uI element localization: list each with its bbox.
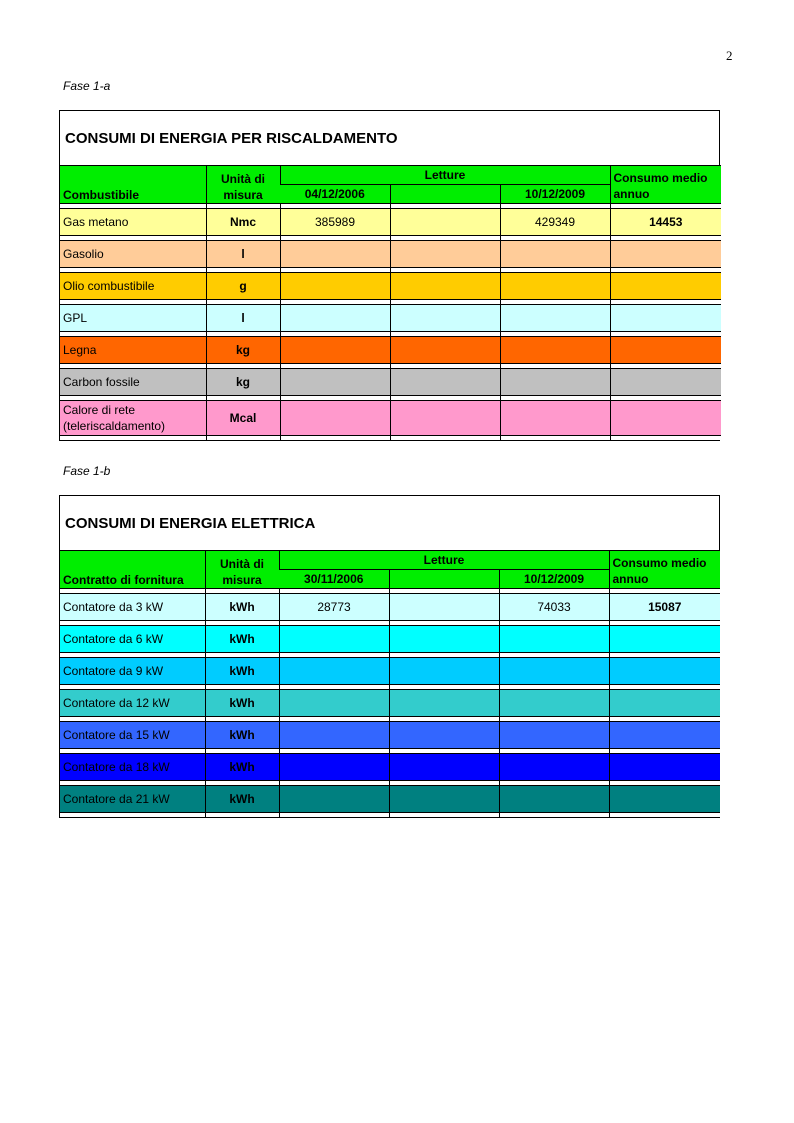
row-unit: kWh: [205, 722, 279, 749]
header-letture: Letture: [280, 166, 610, 185]
table-row: [60, 754, 720, 781]
spacer-cell: [500, 436, 610, 441]
annual-consumption: [609, 786, 720, 813]
annual-consumption: 15087: [609, 594, 720, 621]
row-label: GPL: [60, 305, 206, 332]
reading-mid: [390, 273, 500, 300]
annual-consumption: [609, 722, 720, 749]
reading-start: 385989: [280, 209, 390, 236]
electric-table-title: CONSUMI DI ENERGIA ELETTRICA: [65, 514, 316, 532]
header-date-start: 30/11/2006: [279, 570, 389, 589]
row-spacer: [60, 436, 721, 441]
fase-1a-label: Fase 1-a: [63, 79, 111, 93]
row-unit: kWh: [205, 690, 279, 717]
reading-start: [280, 305, 390, 332]
row-unit: kg: [206, 337, 280, 364]
spacer-cell: [206, 436, 280, 441]
row-unit: l: [206, 241, 280, 268]
reading-end: [499, 786, 609, 813]
reading-mid: [390, 305, 500, 332]
reading-start: [279, 658, 389, 685]
reading-mid: [389, 754, 499, 781]
annual-consumption: [610, 273, 721, 300]
reading-end: [500, 241, 610, 268]
row-label: Contatore da 12 kW: [60, 690, 205, 717]
header-date-mid: [390, 185, 500, 204]
reading-end: [500, 369, 610, 396]
header-consumo: Consumo medio annuo: [610, 166, 721, 204]
row-unit: Mcal: [206, 401, 280, 436]
reading-start: [280, 241, 390, 268]
reading-mid: [390, 337, 500, 364]
spacer-cell: [610, 436, 721, 441]
heating-grid: [60, 165, 721, 440]
row-unit: l: [206, 305, 280, 332]
reading-start: [279, 722, 389, 749]
reading-start: [280, 337, 390, 364]
row-label: Contatore da 18 kW: [60, 754, 205, 781]
header-row: [60, 166, 721, 185]
table-row: [60, 241, 721, 268]
reading-start: [279, 786, 389, 813]
header-date-mid: [389, 570, 499, 589]
annual-consumption: [609, 626, 720, 653]
reading-start: [279, 690, 389, 717]
spacer-cell: [499, 813, 609, 818]
reading-start: [280, 401, 390, 436]
reading-mid: [389, 786, 499, 813]
reading-end: [499, 626, 609, 653]
row-label: Legna: [60, 337, 206, 364]
row-unit: g: [206, 273, 280, 300]
row-spacer: [60, 813, 720, 818]
heating-rows: [60, 204, 721, 441]
header-date-end: 10/12/2009: [499, 570, 609, 589]
annual-consumption: [610, 305, 721, 332]
row-label: Olio combustibile: [60, 273, 206, 300]
spacer-cell: [60, 436, 206, 441]
reading-end: [499, 754, 609, 781]
electric-rows: [60, 589, 720, 818]
reading-end: 429349: [500, 209, 610, 236]
reading-start: [280, 369, 390, 396]
table-row: [60, 209, 721, 236]
row-label: Gas metano: [60, 209, 206, 236]
reading-end: [500, 401, 610, 436]
header-letture: Letture: [279, 551, 609, 570]
header-date-end: 10/12/2009: [500, 185, 610, 204]
reading-end: [500, 337, 610, 364]
row-unit: kWh: [205, 594, 279, 621]
reading-start: [280, 273, 390, 300]
annual-consumption: [609, 690, 720, 717]
row-label: Contatore da 3 kW: [60, 594, 205, 621]
annual-consumption: [610, 241, 721, 268]
row-label: Contatore da 9 kW: [60, 658, 205, 685]
reading-mid: [389, 658, 499, 685]
heating-table-title: CONSUMI DI ENERGIA PER RISCALDAMENTO: [65, 129, 398, 147]
header-unit: Unità di misura: [205, 551, 279, 589]
reading-end: 74033: [499, 594, 609, 621]
row-unit: Nmc: [206, 209, 280, 236]
reading-start: [279, 754, 389, 781]
reading-end: [499, 722, 609, 749]
table-row: [60, 786, 720, 813]
header-date-start: 04/12/2006: [280, 185, 390, 204]
header-row: [60, 551, 720, 570]
heating-table: [59, 110, 720, 441]
table-row: [60, 722, 720, 749]
header-contratto: Contratto di fornitura: [60, 551, 205, 589]
spacer-cell: [389, 813, 499, 818]
row-label: Contatore da 15 kW: [60, 722, 205, 749]
table-row: [60, 401, 721, 436]
reading-mid: [389, 722, 499, 749]
reading-mid: [389, 626, 499, 653]
row-unit: kWh: [205, 786, 279, 813]
reading-end: [500, 305, 610, 332]
reading-mid: [390, 241, 500, 268]
fase-1b-label: Fase 1-b: [63, 464, 111, 478]
row-label: Calore di rete (teleriscaldamento): [60, 401, 206, 436]
spacer-cell: [205, 813, 279, 818]
spacer-cell: [60, 813, 205, 818]
annual-consumption: [610, 369, 721, 396]
table-row: [60, 658, 720, 685]
reading-mid: [390, 369, 500, 396]
spacer-cell: [280, 436, 390, 441]
reading-mid: [390, 209, 500, 236]
header-combustibile: Combustibile: [60, 166, 206, 204]
row-unit: kWh: [205, 658, 279, 685]
row-unit: kg: [206, 369, 280, 396]
table-row: [60, 305, 721, 332]
table-row: [60, 690, 720, 717]
row-label: Contatore da 6 kW: [60, 626, 205, 653]
row-label: Carbon fossile: [60, 369, 206, 396]
reading-mid: [389, 690, 499, 717]
row-label: Gasolio: [60, 241, 206, 268]
page-number: 2: [726, 48, 733, 63]
table-row: [60, 594, 720, 621]
spacer-cell: [279, 813, 389, 818]
spacer-cell: [390, 436, 500, 441]
reading-end: [499, 690, 609, 717]
annual-consumption: 14453: [610, 209, 721, 236]
table-row: [60, 337, 721, 364]
reading-end: [499, 658, 609, 685]
reading-end: [500, 273, 610, 300]
annual-consumption: [610, 401, 721, 436]
header-unit: Unità di misura: [206, 166, 280, 204]
reading-start: [279, 626, 389, 653]
electric-table: [59, 495, 720, 818]
row-unit: kWh: [205, 626, 279, 653]
reading-mid: [390, 401, 500, 436]
table-row: [60, 626, 720, 653]
electric-grid: [60, 550, 720, 817]
reading-start: 28773: [279, 594, 389, 621]
annual-consumption: [610, 337, 721, 364]
header-consumo: Consumo medio annuo: [609, 551, 720, 589]
reading-mid: [389, 594, 499, 621]
annual-consumption: [609, 754, 720, 781]
table-row: [60, 369, 721, 396]
annual-consumption: [609, 658, 720, 685]
row-label: Contatore da 21 kW: [60, 786, 205, 813]
row-unit: kWh: [205, 754, 279, 781]
spacer-cell: [609, 813, 720, 818]
table-row: [60, 273, 721, 300]
